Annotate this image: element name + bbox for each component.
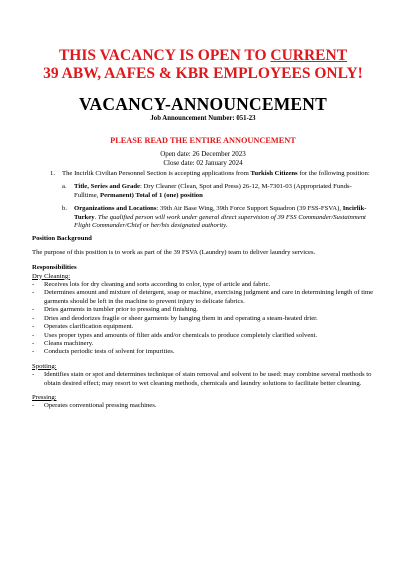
dates-block xyxy=(32,150,374,168)
eligibility-banner xyxy=(32,47,374,83)
responsibilities-heading: Responsibilities xyxy=(32,264,77,272)
pressing-title: Pressing: xyxy=(32,393,57,401)
item-1-text: The Incirlik Civilian Personnel Section is accepting applications from Turkish Citizens for the following position: xyxy=(62,170,370,177)
list-item: - Uses proper types and amounts of filter aids and/or chemicals to produce completely clarified solvent. xyxy=(32,331,318,339)
list-item: - Conducts periodic tests of solvent for impurities. xyxy=(32,348,175,356)
banner-line-2: 39 ABW, AAFES & KBR EMPLOYEES ONLY! xyxy=(43,65,363,82)
dry-cleaning-list xyxy=(32,281,374,357)
item-1-number: 1. xyxy=(50,170,56,177)
document-page xyxy=(0,47,400,565)
list-item: - Operates clarification equipment. xyxy=(32,323,134,331)
close-date: Close date: 02 January 2024 xyxy=(163,159,243,167)
pressing-list xyxy=(32,402,374,410)
list-item: - Determines amount and mixture of detergent, soap or machine, exercising judgment and care in determining length of time garments should be left in the machine to prevent injury to delicate fabrics. xyxy=(32,289,374,305)
position-background-text: The purpose of this position is to work as part of the 39 FSVA (Laundry) team to deliver laundry services. xyxy=(32,248,316,256)
item-1a: a. Title, Series and Grade: Dry Cleaner (Clean, Spot and Press) 26-12, M-7301-03 (Appropriated Funds-Fulltime, Permanent) Total of 1 (one) position xyxy=(32,183,374,200)
dry-cleaning-title: Dry Cleaning: xyxy=(32,272,71,280)
read-notice: PLEASE READ THE ENTIRE ANNOUNCEMENT xyxy=(110,136,296,145)
item-1b: b. Organizations and Locations: 39th Air Base Wing, 39th Force Support Squadron (39 FSS-FSVA), Incirlik-Turkey. The qualified person will work under general direct supervision of 39 FSS Commander/Sustainment Flight Commander/Chief or her/his designated authority. xyxy=(32,205,374,230)
spotting-title: Spotting: xyxy=(32,362,57,370)
list-item: - Cleans machinery. xyxy=(32,339,94,347)
list-item: - Receives lots for dry cleaning and sorts according to color, type of article and fabric. xyxy=(32,281,271,289)
title-series-grade: Title, Series and Grade: Dry Cleaner (Clean, Spot and Press) 26-12, M-7301-03 (Appropriated Funds-Fulltime, Permanent) Total of 1 (one) position xyxy=(74,183,352,199)
job-announcement-number: Job Announcement Number: 051-23 xyxy=(150,115,256,122)
list-item: - Operates conventional pressing machines. xyxy=(32,402,157,410)
banner-line-1: THIS VACANCY IS OPEN TO CURRENT xyxy=(58,47,348,64)
list-item: - Identifies stain or spot and determines technique of stain removal and solvent to be used: may combine several methods to obtain desired effect; may resort to wet cleaning methods, chemicals and laundry solutions to facilitate better cleaning. xyxy=(32,371,372,387)
item-1 xyxy=(32,170,374,178)
list-item: - Dries and deodorizes fragile or sheer garments by hanging them in and operating a steam-heated drier. xyxy=(32,314,318,322)
organizations-locations: Organizations and Locations: 39th Air Base Wing, 39th Force Support Squadron (39 FSS-FSVA), Incirlik-Turkey. The qualified person will work under general direct supervision of 39 FSS Commander/Sustainment Flight Commander/Chief or her/his designated authority. xyxy=(74,205,367,230)
open-date: Open date: 26 December 2023 xyxy=(160,150,246,158)
spotting-list xyxy=(32,371,374,388)
list-item: - Dries garments in tumbler prior to pressing and finishing. xyxy=(32,306,198,314)
banner-underlined-word: CURRENT xyxy=(270,47,348,64)
page-title: VACANCY-ANNOUNCEMENT xyxy=(78,94,328,114)
position-background-heading: Position Background xyxy=(32,235,92,243)
